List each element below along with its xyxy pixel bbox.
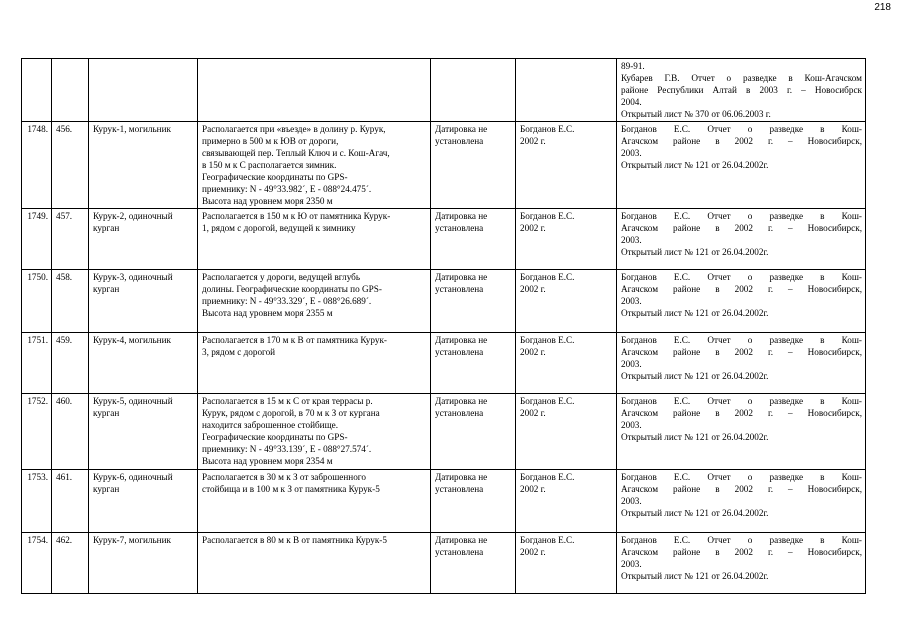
source-line: Богданов Е.С. Отчет о разведке в Кош- <box>621 211 862 221</box>
row-number: 1748. <box>27 124 48 134</box>
table-row <box>22 270 866 333</box>
description-line: в 150 м к С располагается зимник. <box>202 160 337 170</box>
source-line: Агачском районе в 2002 г. – Новосибирск, <box>621 408 862 418</box>
author-line: 2002 г. <box>520 484 546 494</box>
cell-empty <box>52 59 89 122</box>
description-line: Высота над уровнем моря 2350 м <box>202 196 333 206</box>
author-line: Богданов Е.С. <box>520 535 575 545</box>
row-number: 1753. <box>27 472 48 482</box>
monument-name: Курук-4, могильник <box>93 335 171 345</box>
monument-name: курган <box>93 223 120 233</box>
source-line: Открытый лист № 121 от 26.04.2002г. <box>621 160 769 170</box>
source-line: Открытый лист № 121 от 26.04.2002г. <box>621 308 769 318</box>
monument-name: курган <box>93 408 120 418</box>
cell-dating <box>431 122 516 209</box>
cell-dating <box>431 533 516 594</box>
cell-name <box>89 533 198 594</box>
continuation-line: Кубарев Г.В. Отчет о разведке в Кош-Агачском <box>621 73 862 83</box>
cell-dating <box>431 394 516 470</box>
monuments-table <box>21 58 866 594</box>
cell-name <box>89 333 198 394</box>
dating-line: Датировка не <box>435 272 488 282</box>
source-line: Агачском районе в 2002 г. – Новосибирск, <box>621 347 862 357</box>
cell-author <box>516 470 617 533</box>
cell-description <box>198 533 431 594</box>
cell-local-number <box>52 394 89 470</box>
cell-local-number <box>52 333 89 394</box>
description-line: Географические координаты по GPS- <box>202 172 348 182</box>
row-number: 1751. <box>27 335 48 345</box>
monument-name: Курук-3, одиночный <box>93 272 173 282</box>
description-line: 1, рядом с дорогой, ведущей к зимнику <box>202 223 356 233</box>
description-line: Высота над уровнем моря 2355 м <box>202 308 333 318</box>
author-line: Богданов Е.С. <box>520 472 575 482</box>
description-line: Располагается в 170 м к В от памятника Курук- <box>202 335 387 345</box>
author-line: Богданов Е.С. <box>520 211 575 221</box>
description-line: связывающей пер. Теплый Ключ и с. Кош-Агач, <box>202 148 390 158</box>
monument-name: Курук-6, одиночный <box>93 472 173 482</box>
source-line: 2003. <box>621 296 642 306</box>
cell-empty <box>198 59 431 122</box>
continuation-line: 89-91. <box>621 61 645 71</box>
monument-name: Курук-2, одиночный <box>93 211 173 221</box>
source-line: Богданов Е.С. Отчет о разведке в Кош- <box>621 272 862 282</box>
author-line: 2002 г. <box>520 347 546 357</box>
cell-local-number <box>52 270 89 333</box>
cell-source <box>617 333 866 394</box>
row-number: 1754. <box>27 535 48 545</box>
cell-local-number <box>52 470 89 533</box>
description-line: приемнику: N - 49°33.329´, E - 088°26.689´. <box>202 296 372 306</box>
source-line: Богданов Е.С. Отчет о разведке в Кош- <box>621 124 862 134</box>
cell-name <box>89 122 198 209</box>
source-line: Богданов Е.С. Отчет о разведке в Кош- <box>621 335 862 345</box>
description-line: Географические координаты по GPS- <box>202 432 348 442</box>
monument-name: Курук-1, могильник <box>93 124 171 134</box>
cell-number <box>22 209 52 270</box>
cell-number <box>22 122 52 209</box>
local-number: 460. <box>56 396 73 406</box>
table-row <box>22 470 866 533</box>
source-line: Открытый лист № 121 от 26.04.2002г. <box>621 247 769 257</box>
local-number: 458. <box>56 272 73 282</box>
cell-empty <box>89 59 198 122</box>
page-number: 218 <box>874 2 891 13</box>
source-line: Богданов Е.С. Отчет о разведке в Кош- <box>621 396 862 406</box>
source-line: Агачском районе в 2002 г. – Новосибирск, <box>621 484 862 494</box>
description-line: 3, рядом с дорогой <box>202 347 276 357</box>
cell-source <box>617 394 866 470</box>
cell-empty <box>516 59 617 122</box>
dating-line: Датировка не <box>435 335 488 345</box>
source-line: Открытый лист № 121 от 26.04.2002г. <box>621 371 769 381</box>
author-line: Богданов Е.С. <box>520 272 575 282</box>
cell-description <box>198 209 431 270</box>
author-line: 2002 г. <box>520 547 546 557</box>
row-number: 1749. <box>27 211 48 221</box>
cell-dating <box>431 470 516 533</box>
source-line: Открытый лист № 121 от 26.04.2002г. <box>621 432 769 442</box>
cell-author <box>516 209 617 270</box>
table-row <box>22 122 866 209</box>
cell-local-number <box>52 533 89 594</box>
cell-empty <box>431 59 516 122</box>
cell-author <box>516 333 617 394</box>
monument-name: Курук-5, одиночный <box>93 396 173 406</box>
cell-number <box>22 470 52 533</box>
table-row <box>22 533 866 594</box>
continuation-source-cell <box>617 59 866 122</box>
cell-name <box>89 470 198 533</box>
dating-line: Датировка не <box>435 535 488 545</box>
source-line: 2003. <box>621 559 642 569</box>
cell-dating <box>431 333 516 394</box>
author-line: 2002 г. <box>520 223 546 233</box>
cell-author <box>516 270 617 333</box>
description-line: Располагается при «въезде» в долину р. Курук, <box>202 124 386 134</box>
dating-line: Датировка не <box>435 472 488 482</box>
local-number: 457. <box>56 211 73 221</box>
source-line: Открытый лист № 121 от 26.04.2002г. <box>621 508 769 518</box>
monument-name: Курук-7, могильник <box>93 535 171 545</box>
dating-line: Датировка не <box>435 396 488 406</box>
author-line: 2002 г. <box>520 408 546 418</box>
description-line: приемнику: N - 49°33.139´, E - 088°27.574´. <box>202 444 372 454</box>
description-line: Курук, рядом с дорогой, в 70 м к З от кургана <box>202 408 380 418</box>
cell-number <box>22 394 52 470</box>
continuation-line: 2004. <box>621 97 642 107</box>
table-row <box>22 209 866 270</box>
row-number: 1750. <box>27 272 48 282</box>
cell-author <box>516 533 617 594</box>
table-row <box>22 394 866 470</box>
description-line: Высота над уровнем моря 2354 м <box>202 456 333 466</box>
cell-dating <box>431 209 516 270</box>
cell-number <box>22 333 52 394</box>
continuation-line: Открытый лист № 370 от 06.06.2003 г. <box>621 109 771 119</box>
description-line: Располагается в 150 м к Ю от памятника Курук- <box>202 211 391 221</box>
dating-line: установлена <box>435 284 484 294</box>
cell-author <box>516 394 617 470</box>
cell-name <box>89 209 198 270</box>
cell-local-number <box>52 122 89 209</box>
cell-source <box>617 122 866 209</box>
dating-line: установлена <box>435 408 484 418</box>
description-line: Располагается в 15 м к С от края террасы р. <box>202 396 373 406</box>
cell-source <box>617 533 866 594</box>
cell-empty <box>22 59 52 122</box>
table-body <box>22 59 866 594</box>
monument-name: курган <box>93 484 120 494</box>
cell-description <box>198 394 431 470</box>
cell-name <box>89 270 198 333</box>
source-line: 2003. <box>621 359 642 369</box>
description-line: приемнику: N - 49°33.982´, E - 088°24.475´. <box>202 184 372 194</box>
local-number: 462. <box>56 535 73 545</box>
dating-line: установлена <box>435 223 484 233</box>
local-number: 461. <box>56 472 73 482</box>
cell-description <box>198 470 431 533</box>
cell-source <box>617 470 866 533</box>
source-line: Агачском районе в 2002 г. – Новосибирск, <box>621 547 862 557</box>
dating-line: установлена <box>435 484 484 494</box>
cell-source <box>617 209 866 270</box>
description-line: Располагается в 80 м к В от памятника Курук-5 <box>202 535 387 545</box>
source-line: 2003. <box>621 496 642 506</box>
cell-dating <box>431 270 516 333</box>
cell-number <box>22 533 52 594</box>
author-line: Богданов Е.С. <box>520 124 575 134</box>
cell-description <box>198 333 431 394</box>
author-line: Богданов Е.С. <box>520 335 575 345</box>
dating-line: установлена <box>435 347 484 357</box>
description-line: долины. Географические координаты по GPS- <box>202 284 382 294</box>
source-line: Открытый лист № 121 от 26.04.2002г. <box>621 571 769 581</box>
cell-source <box>617 270 866 333</box>
dating-line: установлена <box>435 547 484 557</box>
source-line: Богданов Е.С. Отчет о разведке в Кош- <box>621 535 862 545</box>
cell-number <box>22 270 52 333</box>
author-line: 2002 г. <box>520 136 546 146</box>
local-number: 456. <box>56 124 73 134</box>
source-line: 2003. <box>621 148 642 158</box>
source-line: Агачском районе в 2002 г. – Новосибирск, <box>621 284 862 294</box>
author-line: Богданов Е.С. <box>520 396 575 406</box>
continuation-row <box>22 59 866 122</box>
description-line: стойбища и в 100 м к З от памятника Курук-5 <box>202 484 380 494</box>
source-line: 2003. <box>621 420 642 430</box>
description-line: примерно в 500 м к ЮВ от дороги, <box>202 136 339 146</box>
row-number: 1752. <box>27 396 48 406</box>
dating-line: Датировка не <box>435 124 488 134</box>
description-line: находится заброшенное стойбище. <box>202 420 339 430</box>
description-line: Располагается у дороги, ведущей вглубь <box>202 272 361 282</box>
dating-line: Датировка не <box>435 211 488 221</box>
source-line: Богданов Е.С. Отчет о разведке в Кош- <box>621 472 862 482</box>
source-line: 2003. <box>621 235 642 245</box>
table-row <box>22 333 866 394</box>
continuation-line: районе Республики Алтай в 2003 г. – Новосибрск <box>621 85 862 95</box>
local-number: 459. <box>56 335 73 345</box>
source-line: Агачском районе в 2002 г. – Новосибирск, <box>621 136 862 146</box>
dating-line: установлена <box>435 136 484 146</box>
author-line: 2002 г. <box>520 284 546 294</box>
source-line: Агачском районе в 2002 г. – Новосибирск, <box>621 223 862 233</box>
cell-local-number <box>52 209 89 270</box>
description-line: Располагается в 30 м к З от заброшенного <box>202 472 366 482</box>
monument-name: курган <box>93 284 120 294</box>
cell-author <box>516 122 617 209</box>
cell-description <box>198 270 431 333</box>
cell-description <box>198 122 431 209</box>
cell-name <box>89 394 198 470</box>
